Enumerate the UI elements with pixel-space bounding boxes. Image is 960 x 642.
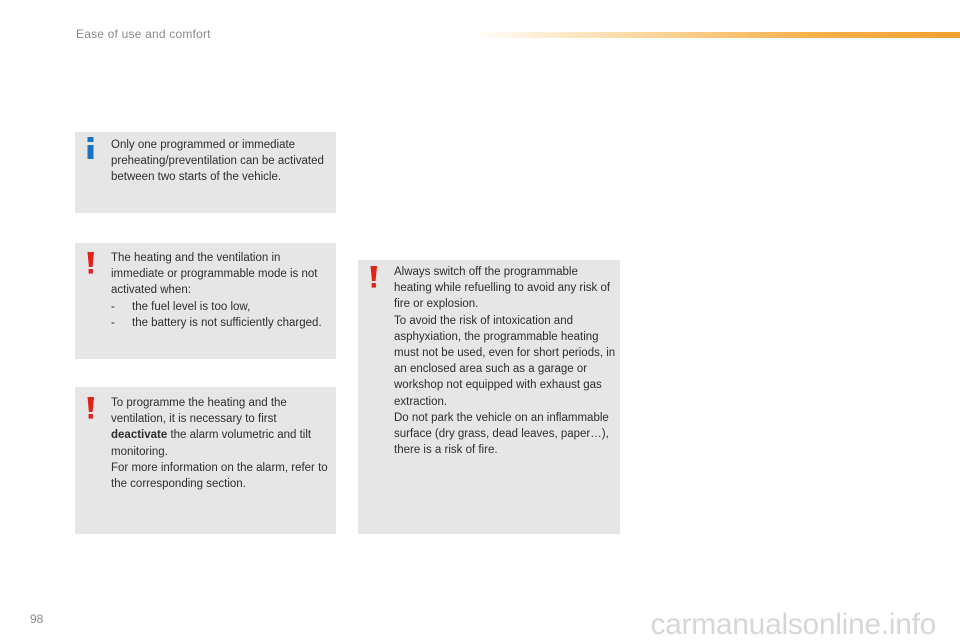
page-number: 98 <box>30 612 44 626</box>
warning-box-conditions <box>75 243 336 359</box>
info-box <box>75 132 336 213</box>
warning-box-safety <box>358 260 620 534</box>
section-title: Ease of use and comfort <box>76 27 211 41</box>
safety-paragraph: Do not park the vehicle on an inflammable surface (dry grass, dead leaves, paper…), there is a risk of fire. <box>394 411 609 457</box>
watermark: carmanualsonline.info <box>650 608 936 641</box>
conditions-intro: The heating and the ventilation in immediate or programmable mode is not activated when: <box>111 252 318 297</box>
info-icon <box>87 137 95 159</box>
conditions-list <box>111 299 326 331</box>
safety-paragraph: Always switch off the programmable heating while refuelling to avoid any risk of fire or explosion. <box>394 266 611 311</box>
warning-icon <box>87 397 95 419</box>
list-item: - the fuel level is too low, <box>111 300 251 313</box>
warning-box-alarm <box>75 387 336 534</box>
alarm-bold-keyword: deactivate <box>111 429 168 442</box>
alarm-text: To programme the heating and the ventilation, it is necessary to first deactivate the alarm volumetric and tilt monitoring. <box>111 397 312 458</box>
warning-icon <box>87 252 95 274</box>
header-accent-bar <box>470 32 960 38</box>
info-text: Only one programmed or immediate preheating/preventilation can be activated between two starts of the vehicle. <box>111 139 324 184</box>
safety-paragraph: To avoid the risk of intoxication and asphyxiation, the programmable heating must not be used, even for short periods, in an enclosed area such as a garage or workshop not equipped with exhaust gas extraction. <box>394 314 616 408</box>
warning-icon <box>370 266 378 288</box>
alarm-more-info: For more information on the alarm, refer to the corresponding section. <box>111 461 328 491</box>
list-item: - the battery is not sufficiently charged. <box>111 316 322 329</box>
